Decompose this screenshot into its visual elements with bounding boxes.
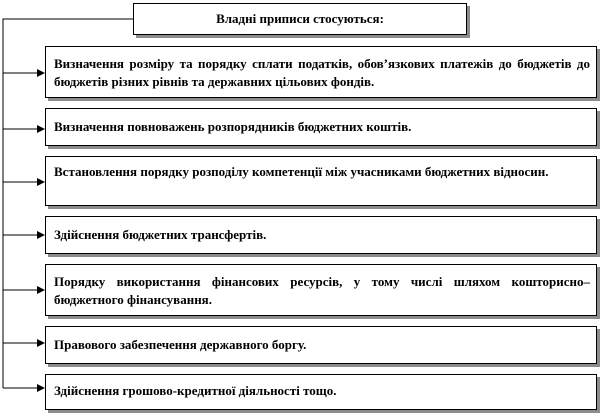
diagram-header-box	[133, 3, 467, 35]
item-text-2: Визначення повноважень розпорядників бюджетних коштів.	[54, 119, 412, 134]
item-text-6: Правового забезпечення державного боргу.	[54, 337, 307, 352]
item-text-4: Здійснення бюджетних трансфертів.	[54, 227, 267, 242]
item-text-1: Визначення розміру та порядку сплати податків, обов’язкових платежів до бюджетів до бюджетів різних рівнів та державних цільових фондів.	[54, 56, 590, 89]
item-box-3	[45, 156, 597, 206]
item-box-6	[45, 326, 597, 364]
item-box-2	[45, 108, 597, 146]
item-text-7: Здійснення грошово-кредитної діяльності тощо.	[54, 383, 337, 398]
diagram-title: Владні приписи стосуються:	[216, 11, 384, 26]
item-box-5	[45, 264, 597, 316]
item-box-4	[45, 216, 597, 254]
item-box-7	[45, 374, 597, 410]
item-box-1	[45, 46, 597, 98]
item-text-3: Встановлення порядку розподілу компетенції між учасниками бюджетних відносин.	[54, 164, 549, 179]
item-text-5: Порядку використання фінансових ресурсів, у тому числі шляхом кошторисно–бюджетного фінансування.	[54, 274, 590, 307]
